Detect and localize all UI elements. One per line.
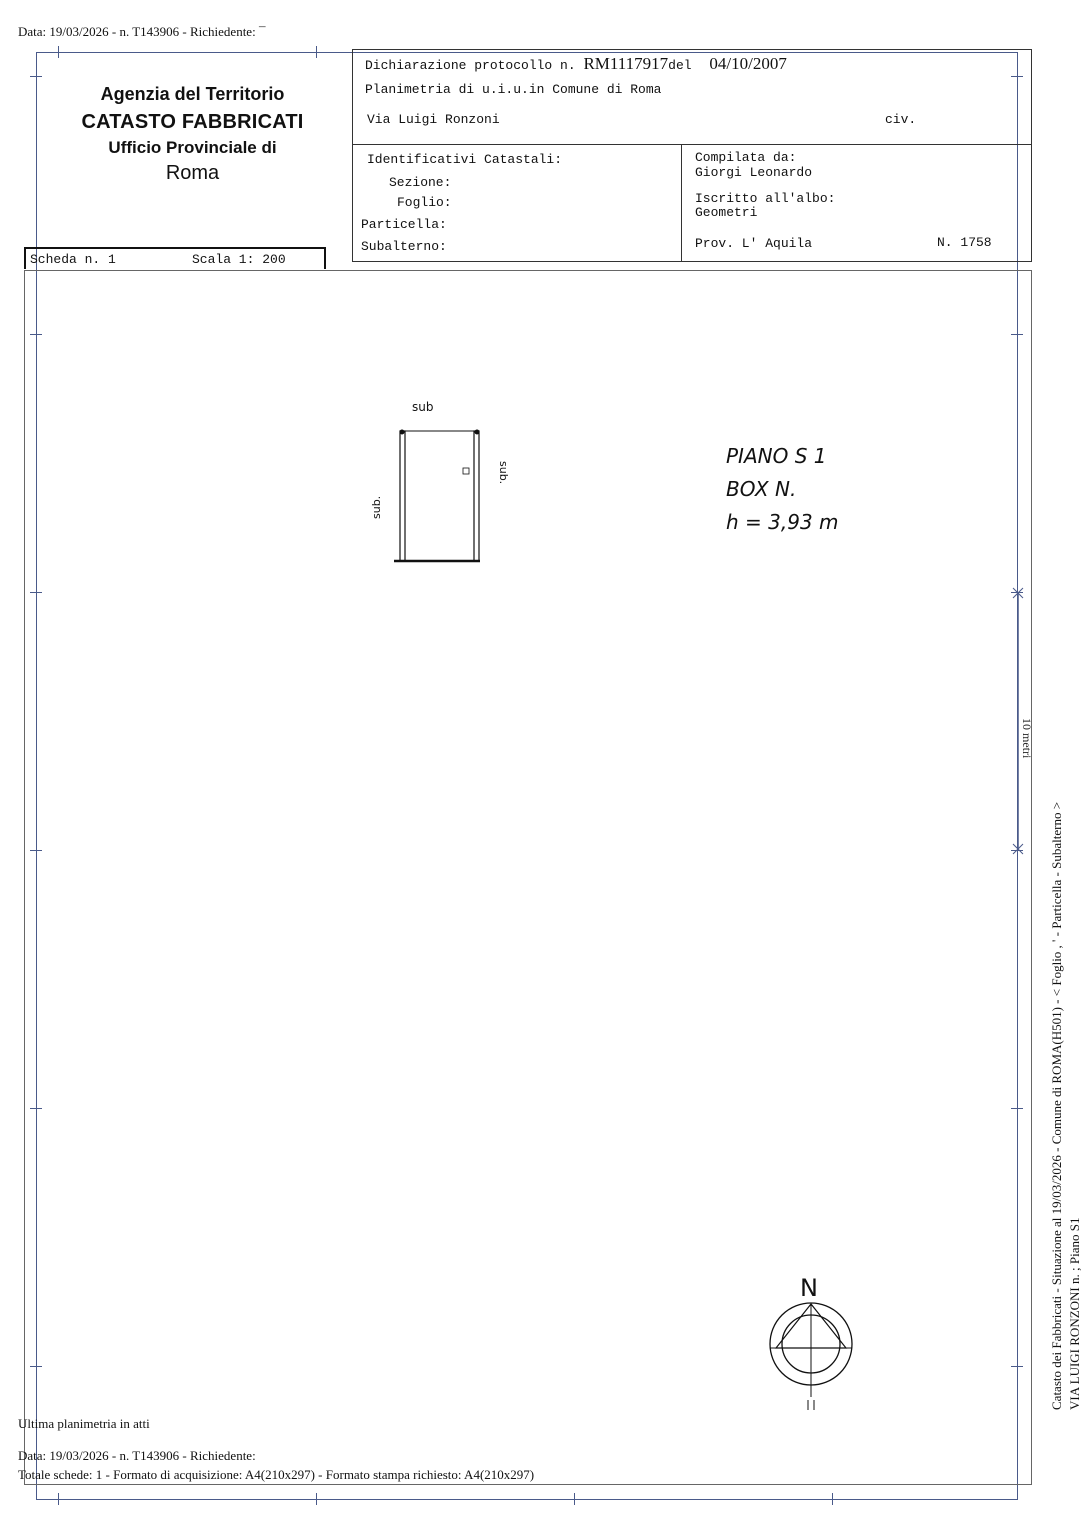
planimetria-line: Planimetria di u.i.u.in Comune di Roma bbox=[365, 82, 662, 97]
sub-right-label: sub. bbox=[497, 461, 510, 485]
header-vertical-divider bbox=[681, 144, 682, 261]
box-number: BOX N. bbox=[726, 477, 797, 501]
document-date-line: Data: 19/03/2026 - n. T143906 - Richiedente: ¯ bbox=[18, 24, 266, 39]
footer-format-line: Totale schede: 1 - Formato di acquisizione: A4(210x297) - Formato stampa richiesto: A4(210x297) bbox=[18, 1467, 535, 1482]
sezione-label: Sezione: bbox=[389, 175, 452, 190]
north-label: N bbox=[800, 1274, 818, 1302]
ceiling-height: h = 3,93 m bbox=[726, 510, 839, 534]
side-caption-line2: VIA LUIGI RONZONI n. ; Piano S1 bbox=[1067, 1217, 1082, 1410]
frame-tick bbox=[58, 1493, 59, 1505]
side-caption-line1: Catasto dei Fabbricati - Situazione al 19/03/2026 - Comune di ROMA(H501) - < Foglio , ' - Particella - Subalterno > bbox=[1049, 801, 1064, 1410]
scale-bar-label: 10 metri bbox=[1020, 718, 1034, 759]
protocol-line bbox=[365, 54, 787, 74]
north-arrow bbox=[762, 1272, 862, 1417]
sub-top-label: sub bbox=[412, 400, 434, 414]
plan-corner bbox=[475, 430, 480, 435]
particella-label: Particella: bbox=[361, 217, 447, 232]
plan-pillar bbox=[463, 468, 469, 474]
identificativi-label: Identificativi Catastali: bbox=[367, 152, 563, 167]
iscritto-label: Iscritto all'albo: bbox=[695, 191, 836, 206]
agency-department: CATASTO FABBRICATI bbox=[81, 111, 304, 133]
scheda-box bbox=[24, 247, 326, 269]
footer-note: Ultima planimetria in atti bbox=[18, 1416, 150, 1431]
drawing-area bbox=[24, 270, 1032, 1485]
header-box bbox=[352, 49, 1032, 262]
civ-label: civ. bbox=[885, 112, 917, 127]
province: Prov. L' Aquila bbox=[695, 236, 813, 251]
sub-left-label: sub. bbox=[370, 495, 383, 519]
registration-number: N. 1758 bbox=[937, 235, 992, 250]
compiler-name: Giorgi Leonardo bbox=[695, 165, 813, 180]
footer-date-line: Data: 19/03/2026 - n. T143906 - Richiedente: bbox=[18, 1448, 256, 1463]
floor-level: PIANO S 1 bbox=[726, 444, 827, 468]
scheda-number: Scheda n. 1 bbox=[30, 252, 116, 267]
protocol-label: Dichiarazione protocollo n. bbox=[365, 58, 576, 73]
del-label: del bbox=[668, 58, 692, 73]
plan-left-wall bbox=[400, 431, 405, 561]
agency-block bbox=[50, 84, 335, 185]
foglio-label: Foglio: bbox=[397, 195, 452, 210]
address-line: Via Luigi Ronzoni bbox=[367, 112, 500, 127]
protocol-date: 04/10/2007 bbox=[709, 54, 787, 73]
frame-tick bbox=[574, 1493, 575, 1505]
frame-tick bbox=[316, 1493, 317, 1505]
agency-office: Ufficio Provinciale di bbox=[108, 138, 277, 157]
plan-right-wall bbox=[474, 431, 479, 561]
agency-city: Roma bbox=[165, 162, 220, 184]
compilata-label: Compilata da: bbox=[695, 150, 797, 165]
frame-tick bbox=[832, 1493, 833, 1505]
floor-annotation bbox=[726, 440, 839, 539]
floor-plan-sketch bbox=[360, 395, 520, 575]
frame-tick bbox=[316, 46, 317, 58]
albo-name: Geometri bbox=[695, 205, 758, 220]
scheda-scale: Scala 1: 200 bbox=[192, 252, 286, 267]
header-divider bbox=[353, 144, 1031, 145]
agency-name: Agenzia del Territorio bbox=[100, 84, 285, 104]
subalterno-label: Subalterno: bbox=[361, 239, 447, 254]
protocol-number: RM1117917 bbox=[583, 54, 669, 73]
plan-corner bbox=[400, 430, 405, 435]
frame-bottom-line bbox=[36, 1499, 1018, 1500]
frame-tick bbox=[58, 46, 59, 58]
frame-tick bbox=[30, 76, 42, 77]
side-caption bbox=[1048, 802, 1084, 1410]
